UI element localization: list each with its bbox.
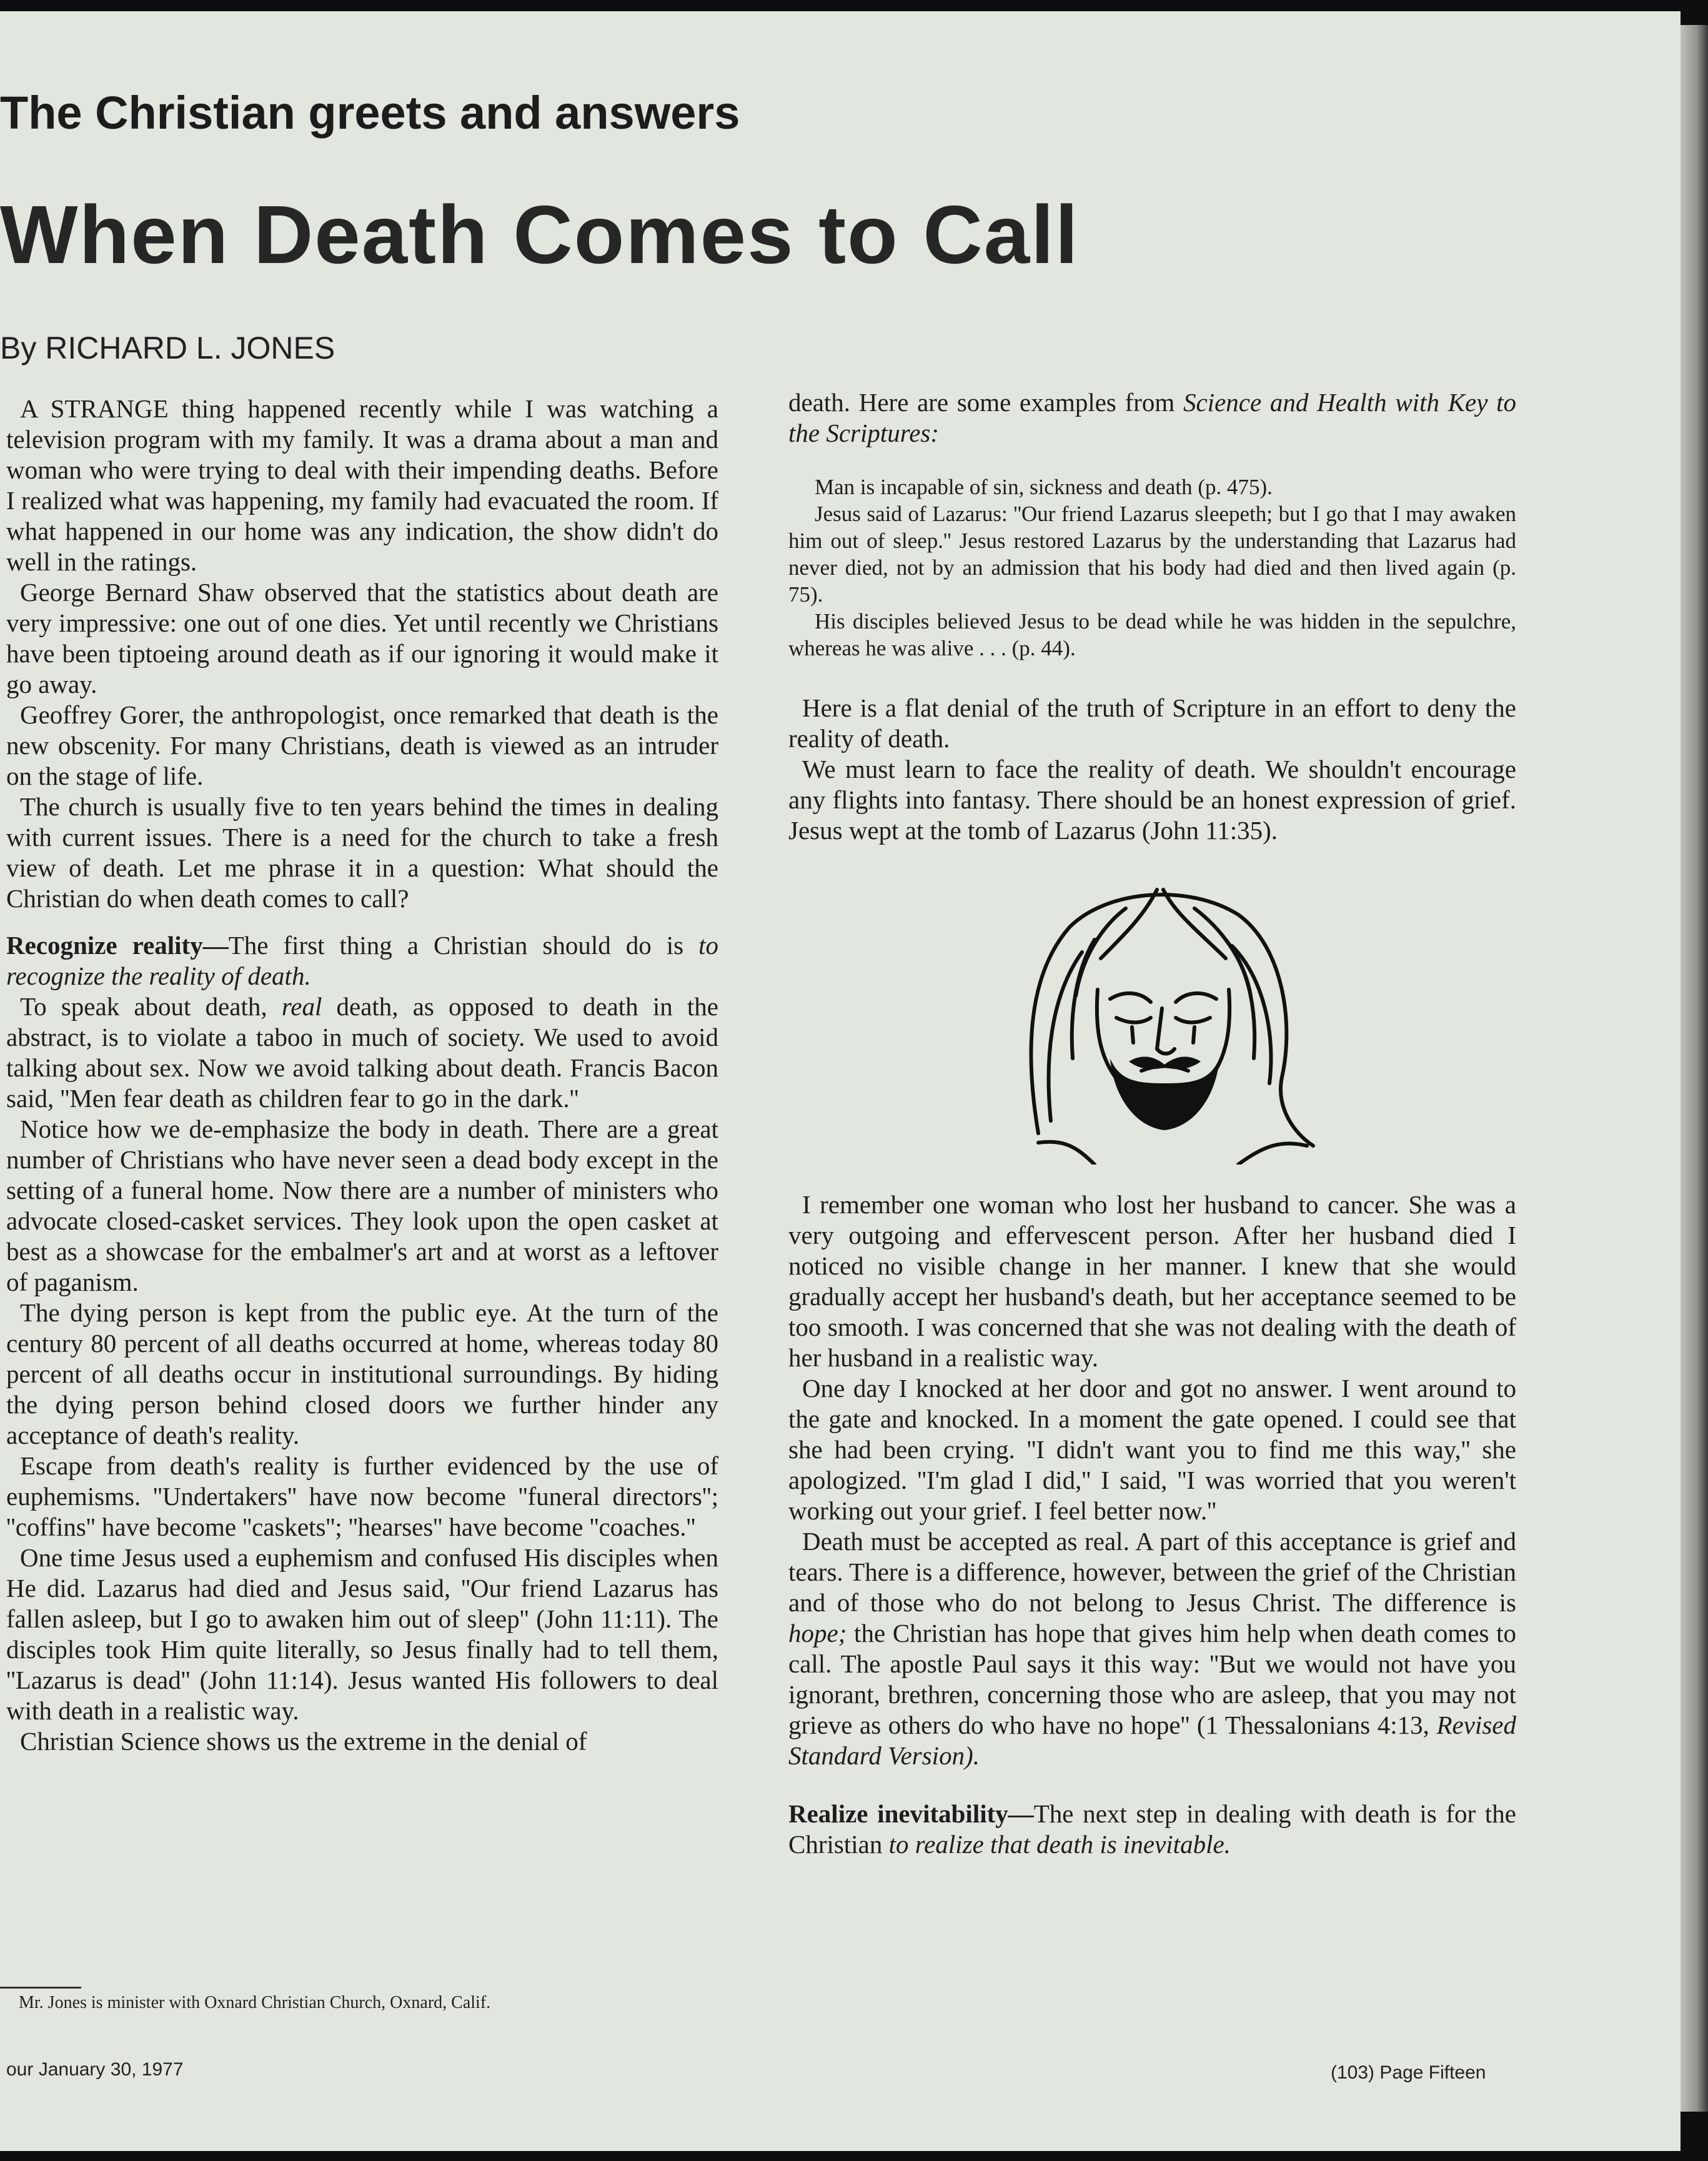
paragraph: Notice how we de-emphasize the body in death. There are a great number of Christians who have never seen a dead body except in the setting of a funeral home. Now there are a number of ministers who advocate closed-casket services. They look upon the open casket at best as a showcase for the embalmer's art and at worst as a leftover of paganism. <box>6 1115 718 1296</box>
paragraph: I remember one woman who lost her husband to cancer. She was a very outgoing and effervescent person. After her husband died I noticed no visible change in her manner. I knew that she would gradually accept her husband's death, but her acceptance seemed to be too smooth. I was concerned that she was not dealing with the death of her husband in a realistic way. <box>788 1190 1516 1372</box>
paragraph: Geoffrey Gorer, the anthropologist, once remarked that death is the new obscenity. For many Christians, death is viewed as an intruder on the stage of life. <box>6 700 718 790</box>
paragraph: One time Jesus used a euphemism and confused His disciples when He did. Lazarus had died and Jesus said, ''Our friend Lazarus has fallen asleep, but I go to awaken him out of sleep'' (John 11:11). The disciples took Him quite literally, so Jesus finally had to tell them, ''Lazarus is dead'' (John 11:14). Jesus wanted His followers to deal with death in a realistic way. <box>6 1543 718 1725</box>
quote-line: Jesus said of Lazarus: ''Our friend Lazarus sleepeth; but I go that I may awaken him out of sleep.'' Jesus restored Lazarus by the understanding that Lazarus had never died, not by an admission that his body had died and then lived again (p. 75). <box>788 502 1516 607</box>
jesus-weeping-portrait-icon <box>1001 871 1326 1165</box>
paragraph: Escape from death's reality is further evidenced by the use of euphemisms. ''Undertakers'' have now become ''funeral directors''; ''coffins'' have become ''caskets''; ''hearses'' have become ''coaches.'' <box>6 1451 718 1541</box>
paragraph: One day I knocked at her door and got no answer. I went around to the gate and knocked. In a moment the gate opened. I could see that she had been crying. ''I didn't want you to find me this way,'' she apologized. ''I'm glad I did,'' I said, ''I was worried that you weren't working out your grief. I feel better now.'' <box>788 1374 1516 1525</box>
section-lead: Realize inevitability— <box>788 1799 1034 1828</box>
paragraph: George Bernard Shaw observed that the statistics about death are very impressive: one out of one dies. Yet until recently we Christians have been tiptoeing around death as if our ignoring it would make it go away. <box>6 578 718 698</box>
paragraph: Here is a flat denial of the truth of Scripture in an effort to deny the reality of death. <box>788 693 1516 753</box>
magazine-page <box>0 11 1681 2151</box>
book-title: Science and Health with Key to the Scriptures: <box>788 388 1516 447</box>
paragraph: To speak about death, real death, as opposed to death in the abstract, is to violate a taboo in much of society. We used to avoid talking about sex. Now we avoid talking about death. Francis Bacon said, ''Men fear death as children fear to go in the dark.'' <box>6 992 718 1113</box>
page-number: (103) Page Fifteen <box>1331 2062 1486 2083</box>
article-kicker: The Christian greets and answers <box>0 87 740 139</box>
paragraph: Death must be accepted as real. A part of this acceptance is grief and tears. There is a difference, however, between the grief of the Christian and of those who do not belong to Jesus Christ. The difference is hope; the Christian has hope that gives him help when death comes to call. The apostle Paul says it this way: ''But we would not have you ignorant, brethren, concerning those who are asleep, that you may not grieve as others do who have no hope'' (1 Thessalonians 4:13, Revised Standard Version). <box>788 1527 1516 1770</box>
quote-line: His disciples believed Jesus to be dead while he was hidden in the sepulchre, whereas he was alive . . . (p. 44). <box>788 609 1516 660</box>
issue-date: our January 30, 1977 <box>6 2059 184 2080</box>
paragraph: The dying person is kept from the public eye. At the turn of the century 80 percent of all deaths occurred at home, whereas today 80 percent of all deaths occur in institutional surroundings. By hiding the dying person behind closed doors we further hinder any acceptance of death's reality. <box>6 1298 718 1449</box>
paragraph: death. Here are some examples from Science and Health with Key to the Scriptures: <box>788 388 1516 447</box>
author-footnote: Mr. Jones is minister with Oxnard Christian Church, Oxnard, Calif. <box>19 1993 491 2012</box>
page-edge <box>1681 25 1708 2112</box>
byline: By RICHARD L. JONES <box>0 330 335 365</box>
section-realize: Realize inevitability—The next step in dealing with death is for the Christian to realize that death is inevitable. <box>788 1799 1516 1859</box>
quote-line: Man is incapable of sin, sickness and death (p. 475). <box>815 475 1273 499</box>
section-recognize: Recognize reality—The first thing a Christian should do is to recognize the reality of death. <box>6 931 718 990</box>
right-column <box>788 387 1516 1860</box>
paragraph: A STRANGE thing happened recently while I was watching a television program with my family. It was a drama about a man and woman who were trying to deal with their impending deaths. Before I realized what was happening, my family had evacuated the room. If what happened in our home was any indication, the show didn't do well in the ratings. <box>6 394 718 576</box>
article-title: When Death Comes to Call <box>0 189 1080 281</box>
block-quote <box>788 474 1516 662</box>
paragraph: We must learn to face the reality of death. We shouldn't encourage any flights into fantasy. There should be an honest expression of grief. Jesus wept at the tomb of Lazarus (John 11:35). <box>788 755 1516 845</box>
section-lead: Recognize reality— <box>6 931 229 960</box>
paragraph: The church is usually five to ten years behind the times in dealing with current issues. There is a need for the church to take a fresh view of death. Let me phrase it in a question: What should the Christian do when death comes to call? <box>6 792 718 913</box>
paragraph: Christian Science shows us the extreme in the denial of <box>20 1727 587 1756</box>
left-column <box>6 394 718 1757</box>
footnote-divider <box>0 1987 81 1989</box>
